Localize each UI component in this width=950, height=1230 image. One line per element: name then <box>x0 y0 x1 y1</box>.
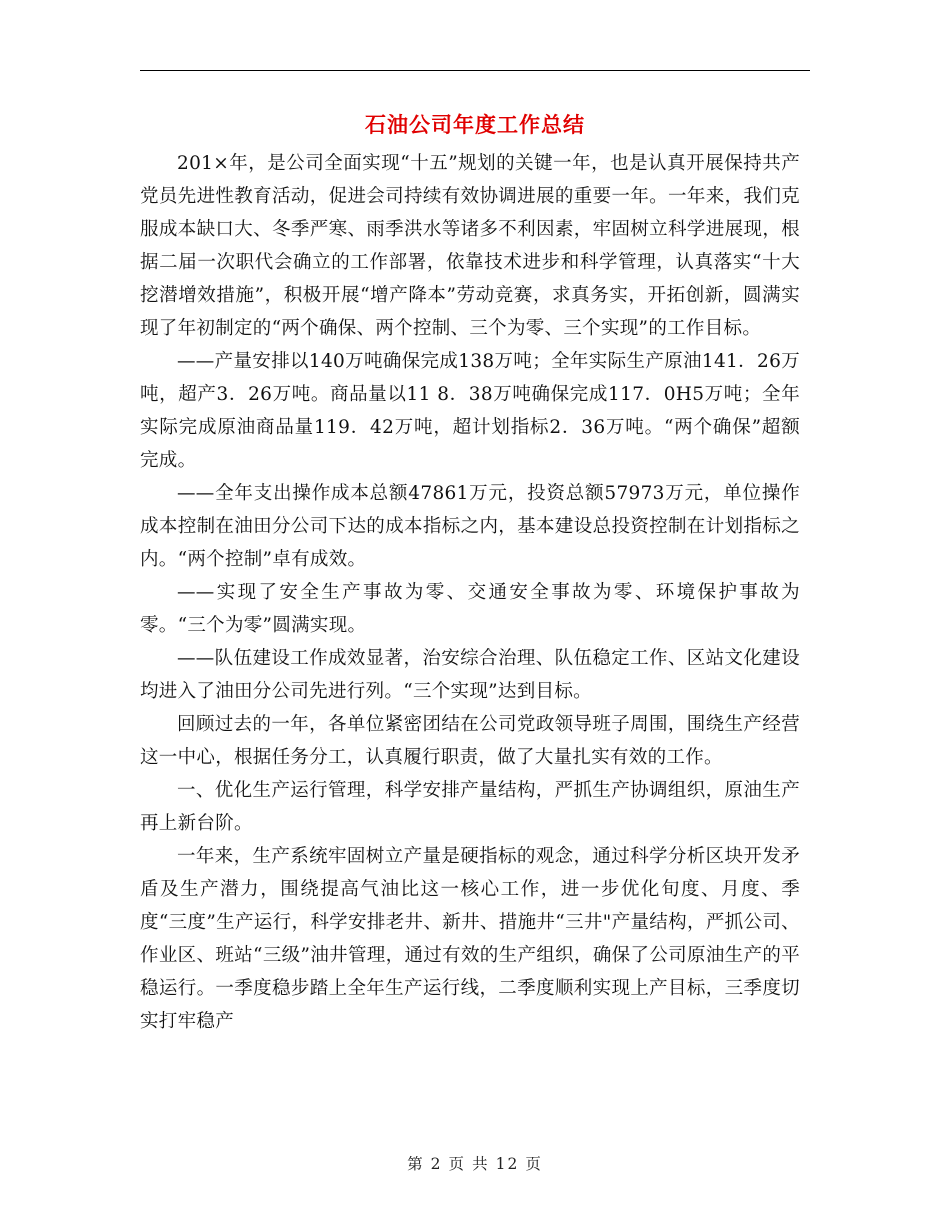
footer-total-pages: 12 <box>495 1155 520 1173</box>
section-heading-1: 一、优化生产运行管理，科学安排产量结构，严抓生产协调组织，原油生产再上新台阶。 <box>140 780 800 834</box>
paragraph-review: 回顾过去的一年，各单位紧密团结在公司党政领导班子周围，围绕生产经营这一中心，根据任务分工，认真履行职责，做了大量扎实有效的工作。 <box>140 714 800 768</box>
footer-suffix: 页 <box>525 1155 543 1173</box>
paragraph-team-building: ——队伍建设工作成效显著，治安综合治理、队伍稳定工作、区站文化建设均进入了油田分公司先进行列。“三个实现”达到目标。 <box>140 648 800 702</box>
paragraph-cost-control: ——全年支出操作成本总额47861万元，投资总额57973万元，单位操作成本控制在油田分公司下达的成本指标之内，基本建设总投资控制在计划指标之内。“两个控制”卓有成效。 <box>140 483 800 570</box>
document-title: 石油公司年度工作总结 <box>365 112 585 137</box>
document-body <box>140 147 800 1038</box>
page-footer <box>140 1152 810 1174</box>
footer-current-page: 2 <box>430 1155 443 1173</box>
footer-page-word: 页 <box>448 1155 467 1173</box>
paragraph-intro: 201×年，是公司全面实现“十五”规划的关键一年，也是认真开展保持共产党员先进性教育活动，促进会司持续有效协调进展的重要一年。一年来，我们克服成本缺口大、冬季严寒、雨季洪水等诸多不利因素，牢固树立科学进展现，根据二届一次职代会确立的工作部署，依靠技术进步和科学管理，认真落实“十大挖潜增效措施”，积极开展“增产降本”劳动竞赛，求真务实，开拓创新，圆满实现了年初制定的“两个确保、两个控制、三个为零、三个实现”的工作目标。 <box>140 153 800 339</box>
footer-prefix: 第 <box>407 1155 425 1173</box>
paragraph-section-1: 一年来，生产系统牢固树立产量是硬指标的观念，通过科学分析区块开发矛盾及生产潜力，围绕提高气油比这一核心工作，进一步优化旬度、月度、季度“三度”生产运行，科学安排老井、新井、措施井“三井"产量结构，严抓公司、作业区、班站“三级”油井管理，通过有效的生产组织，确保了公司原油生产的平稳运行。一季度稳步踏上全年生产运行线，二季度顺利实现上产目标，三季度切实打牢稳产 <box>140 846 800 1032</box>
footer-total-word: 共 <box>472 1155 490 1173</box>
paragraph-safety: ——实现了安全生产事故为零、交通安全事故为零、环境保护事故为零。“三个为零”圆满实现。 <box>140 582 800 636</box>
header-rule <box>140 70 810 71</box>
paragraph-production: ——产量安排以140万吨确保完成138万吨；全年实际生产原油141．26万吨，超产3．26万吨。商品量以11 8．38万吨确保完成117．0H5万吨；全年实际完成原油商品量119．42万吨，超计划指标2．36万吨。“两个确保”超额完成。 <box>140 351 800 471</box>
